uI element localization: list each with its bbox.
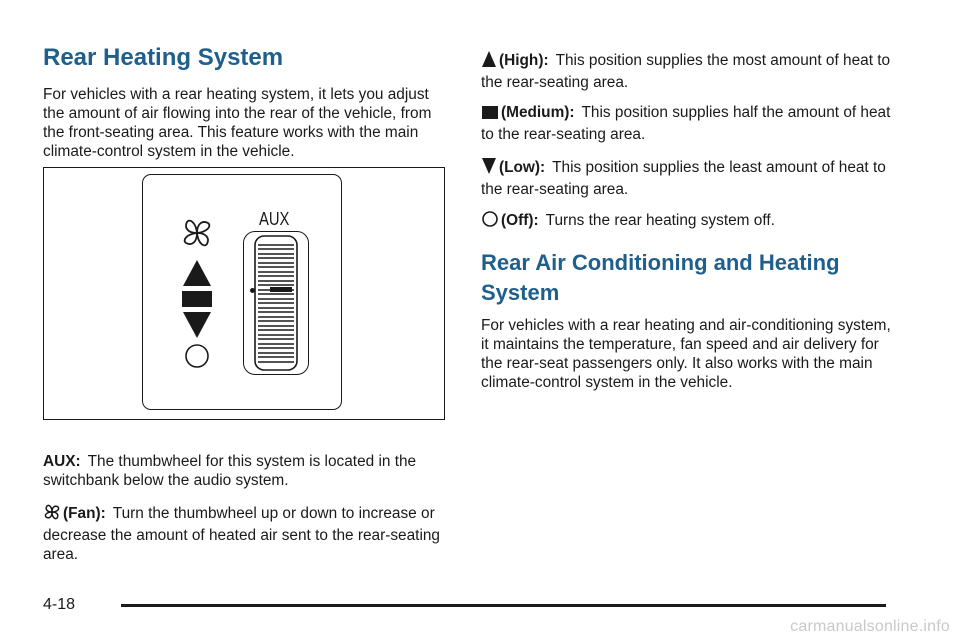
indicator-dot (250, 288, 255, 293)
aux-text: The thumbwheel for this system is located in the switchbank below the audio system. (43, 453, 417, 489)
high-text: This position supplies the most amount of heat to the rear-seating area. (481, 52, 891, 91)
low-term: (Low): (499, 159, 546, 176)
low-paragraph (481, 157, 891, 199)
off-text: Turns the rear heating system off. (545, 212, 775, 229)
page-number: 4-18 (43, 596, 76, 613)
fan-icon (43, 503, 61, 526)
thumbwheel[interactable] (254, 235, 298, 371)
down-triangle-icon (481, 157, 497, 180)
fan-text: Turn the thumbwheel up or down to increase or decrease the amount of heated air sent to the rear-seating area. (43, 505, 440, 563)
square-icon (182, 291, 212, 307)
high-term: (High): (499, 52, 549, 69)
circle-icon (481, 210, 499, 233)
control-panel (142, 174, 342, 410)
fan-icon (179, 215, 215, 251)
square-icon (481, 104, 499, 125)
low-text: This position supplies the least amount of heat to the rear-seating area. (481, 159, 886, 198)
rear-ac-paragraph: For vehicles with a rear heating and air-conditioning system, it maintains the temperature, fan speed and air delivery for the rear-seat passengers only. It also works with the main climate-control system in the vehicle. (481, 317, 891, 391)
aux-term: AUX: (43, 453, 81, 470)
medium-term: (Medium): (501, 104, 575, 121)
off-paragraph (481, 210, 891, 233)
aux-panel-label: AUX (259, 209, 290, 229)
fan-term: (Fan): (63, 505, 106, 522)
intro-paragraph: For vehicles with a rear heating system, it lets you adjust the amount of air flowing into the rear of the vehicle, from the front-seating area. This feature works with the main climate-control system in the vehicle. (43, 86, 432, 160)
aux-paragraph (43, 452, 448, 490)
circle-icon (184, 343, 210, 369)
down-triangle-icon (182, 311, 212, 339)
medium-paragraph (481, 103, 891, 144)
up-triangle-icon (481, 50, 497, 73)
off-term: (Off): (501, 212, 539, 229)
section-title-rear-heating: Rear Heating System (43, 44, 284, 71)
rear-heat-control-figure (43, 167, 445, 420)
fan-paragraph (43, 503, 448, 564)
watermark: carmanualsonline.info (790, 618, 950, 635)
high-paragraph (481, 50, 891, 92)
medium-text: This position supplies half the amount of heat to the rear-seating area. (481, 104, 891, 143)
section-title-rear-ac: Rear Air Conditioning and Heating System (481, 250, 840, 305)
up-triangle-icon (182, 259, 212, 287)
footer-rule (121, 604, 886, 607)
